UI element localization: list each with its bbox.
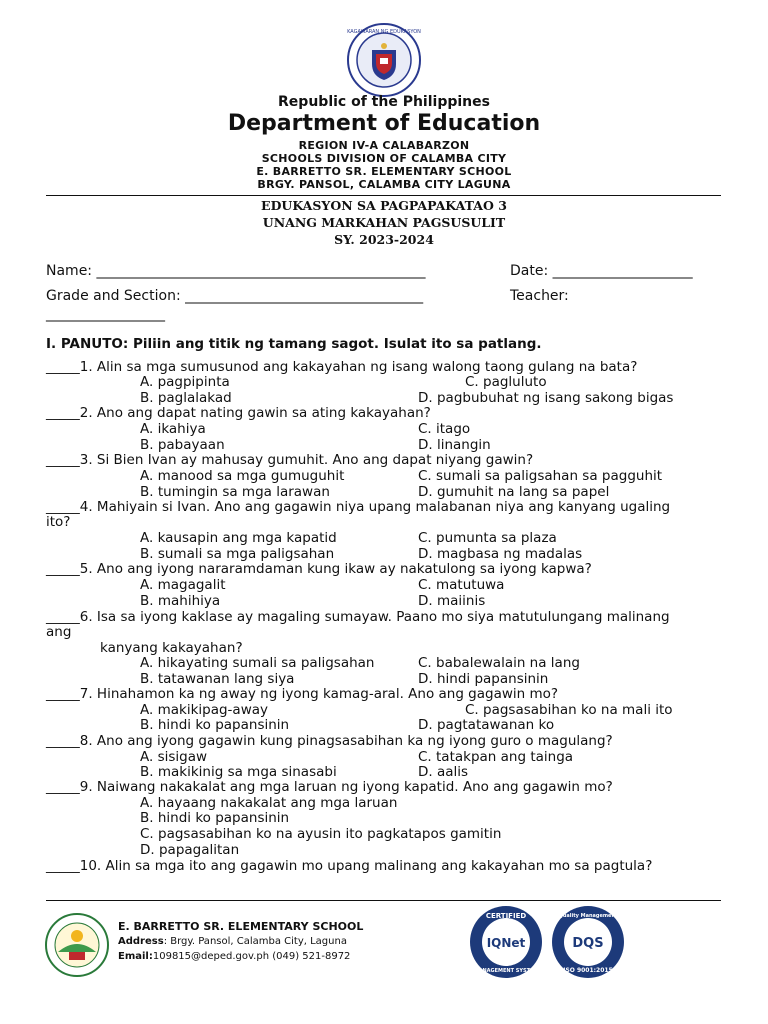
- question-6: _____6. Isa sa iyong kaklase ay magaling sumayaw. Paano mo siya matutulungang malinang: [46, 609, 670, 625]
- q1-option-b: B. paglalakad: [140, 390, 232, 406]
- footer-address: : Brgy. Pansol, Calamba City, Laguna: [163, 936, 347, 947]
- q6-option-a: A. hikayating sumali sa paligsahan: [140, 655, 375, 671]
- subject-title: EDUKASYON SA PAGPAPAKATAO 3: [261, 198, 507, 213]
- question-7: _____7. Hinahamon ka ng away ng iyong kamag-aral. Ano ang gagawin mo?: [46, 686, 559, 702]
- date-field[interactable]: Date: ____________________: [510, 263, 693, 279]
- q2-option-d: D. linangin: [418, 437, 491, 453]
- question-1: _____1. Alin sa mga sumusunod ang kakayahan ng isang walong taong gulang na bata?: [46, 359, 638, 375]
- region-line: REGION IV-A CALABARZON: [298, 139, 470, 152]
- q8-option-c: C. tatakpan ang tainga: [418, 749, 574, 765]
- republic-heading: Republic of the Philippines: [278, 94, 490, 110]
- q4-option-a: A. kausapin ang mga kapatid: [140, 530, 337, 546]
- q6-option-d: D. hindi papansinin: [418, 671, 549, 687]
- q5-option-c: C. matutuwa: [418, 577, 505, 593]
- footer-email: 109815@deped.gov.ph (049) 521-8972: [152, 951, 351, 962]
- school-year: SY. 2023-2024: [334, 232, 434, 247]
- footer-school-name: E. BARRETTO SR. ELEMENTARY SCHOOL: [118, 920, 364, 933]
- q5-option-d: D. maiinis: [418, 593, 486, 609]
- q5-option-a: A. magagalit: [140, 577, 226, 593]
- q9-option-c: C. pagsasabihan ko na ayusin ito pagkatapos gamitin: [140, 826, 502, 842]
- header-rule: [46, 195, 721, 196]
- q3-option-b: B. tumingin sa mga larawan: [140, 484, 330, 500]
- question-10: _____10. Alin sa mga ito ang gagawin mo upang malinang ang kakayahan mo sa pagtula?: [46, 858, 653, 874]
- q6-option-c: C. babalewalain na lang: [418, 655, 580, 671]
- q3-option-c: C. sumali sa paligsahan sa pagguhit: [418, 468, 663, 484]
- exam-title: UNANG MARKAHAN PAGSUSULIT: [262, 215, 506, 230]
- teacher-label: Teacher:: [510, 288, 569, 304]
- q4-option-b: B. sumali sa mga paligsahan: [140, 546, 335, 562]
- dqs-iso-icon: [550, 904, 626, 980]
- q7-option-a: A. makikipag-away: [140, 702, 268, 718]
- iqnet-top-text: CERTIFIED: [485, 912, 527, 920]
- q9-option-a: A. hayaang nakakalat ang mga laruan: [140, 795, 398, 811]
- question-6-cont2: kanyang kakayahan?: [100, 640, 243, 656]
- footer-email-label: Email:: [118, 951, 153, 962]
- question-2: _____2. Ano ang dapat nating gawin sa ating kakayahan?: [46, 405, 431, 421]
- question-3: _____3. Si Bien Ivan ay mahusay gumuhit. Ano ang dapat niyang gawin?: [46, 452, 534, 468]
- department-heading: Department of Education: [227, 111, 541, 136]
- footer-rule: [46, 900, 721, 901]
- iqnet-certified-icon: [468, 904, 544, 980]
- q3-option-d: D. gumuhit na lang sa papel: [418, 484, 610, 500]
- seal-text: KAGAWARAN NG EDUKASYON: [347, 29, 421, 35]
- division-line: SCHOOLS DIVISION OF CALAMBA CITY: [261, 152, 507, 165]
- q8-option-a: A. sisigaw: [140, 749, 208, 765]
- iqnet-bottom-text: MANAGEMENT SYSTEM: [473, 968, 539, 974]
- q2-option-b: B. pabayaan: [140, 437, 225, 453]
- q7-option-d: D. pagtatawanan ko: [418, 717, 555, 733]
- q1-option-c: C. pagluluto: [465, 374, 547, 390]
- q3-option-a: A. manood sa mga gumuguhit: [140, 468, 345, 484]
- address-line: BRGY. PANSOL, CALAMBA CITY LAGUNA: [257, 178, 511, 191]
- name-field[interactable]: Name: _______________________________________________: [46, 263, 426, 279]
- dqs-mid-text: DQS: [572, 936, 604, 951]
- q2-option-c: C. itago: [418, 421, 471, 437]
- grade-section-field[interactable]: Grade and Section: __________________________________: [46, 288, 424, 304]
- q8-option-b: B. makikinig sa mga sinasabi: [140, 764, 337, 780]
- dqs-bottom-text: ISO 9001:2015: [563, 967, 613, 974]
- iqnet-mid-text: IQNet: [486, 936, 526, 950]
- question-6-cont: ang: [46, 624, 72, 640]
- dqs-top-text: Quality Management: [558, 913, 618, 919]
- q7-option-c: C. pagsasabihan ko na mali ito: [465, 702, 673, 718]
- question-4: _____4. Mahiyain si Ivan. Ano ang gagawin niya upang malabanan niya ang kanyang ugaling: [46, 499, 671, 515]
- q4-option-c: C. pumunta sa plaza: [418, 530, 557, 546]
- teacher-field[interactable]: _________________: [46, 306, 165, 322]
- q9-option-b: B. hindi ko papansinin: [140, 810, 290, 826]
- q1-option-a: A. pagpipinta: [140, 374, 230, 390]
- deped-seal-icon: [346, 22, 422, 98]
- q8-option-d: D. aalis: [418, 764, 469, 780]
- question-9: _____9. Naiwang nakakalat ang mga laruan ng iyong kapatid. Ano ang gagawin mo?: [46, 779, 613, 795]
- question-4-cont: ito?: [46, 514, 71, 530]
- q4-option-d: D. magbasa ng madalas: [418, 546, 583, 562]
- question-8: _____8. Ano ang iyong gagawin kung pinagsasabihan ka ng iyong guro o magulang?: [46, 733, 613, 749]
- school-logo-icon: [44, 912, 110, 978]
- q9-option-d: D. papagalitan: [140, 842, 240, 858]
- q6-option-b: B. tatawanan lang siya: [140, 671, 295, 687]
- instructions: I. PANUTO: Piliin ang titik ng tamang sagot. Isulat ito sa patlang.: [46, 336, 542, 352]
- q5-option-b: B. mahihiya: [140, 593, 221, 609]
- q2-option-a: A. ikahiya: [140, 421, 206, 437]
- q1-option-d: D. pagbubuhat ng isang sakong bigas: [418, 390, 674, 406]
- question-5: _____5. Ano ang iyong nararamdaman kung ikaw ay nakatulong sa iyong kapwa?: [46, 561, 592, 577]
- footer-address-label: Address: [118, 936, 164, 947]
- q7-option-b: B. hindi ko papansinin: [140, 717, 290, 733]
- school-line: E. BARRETTO SR. ELEMENTARY SCHOOL: [256, 165, 512, 178]
